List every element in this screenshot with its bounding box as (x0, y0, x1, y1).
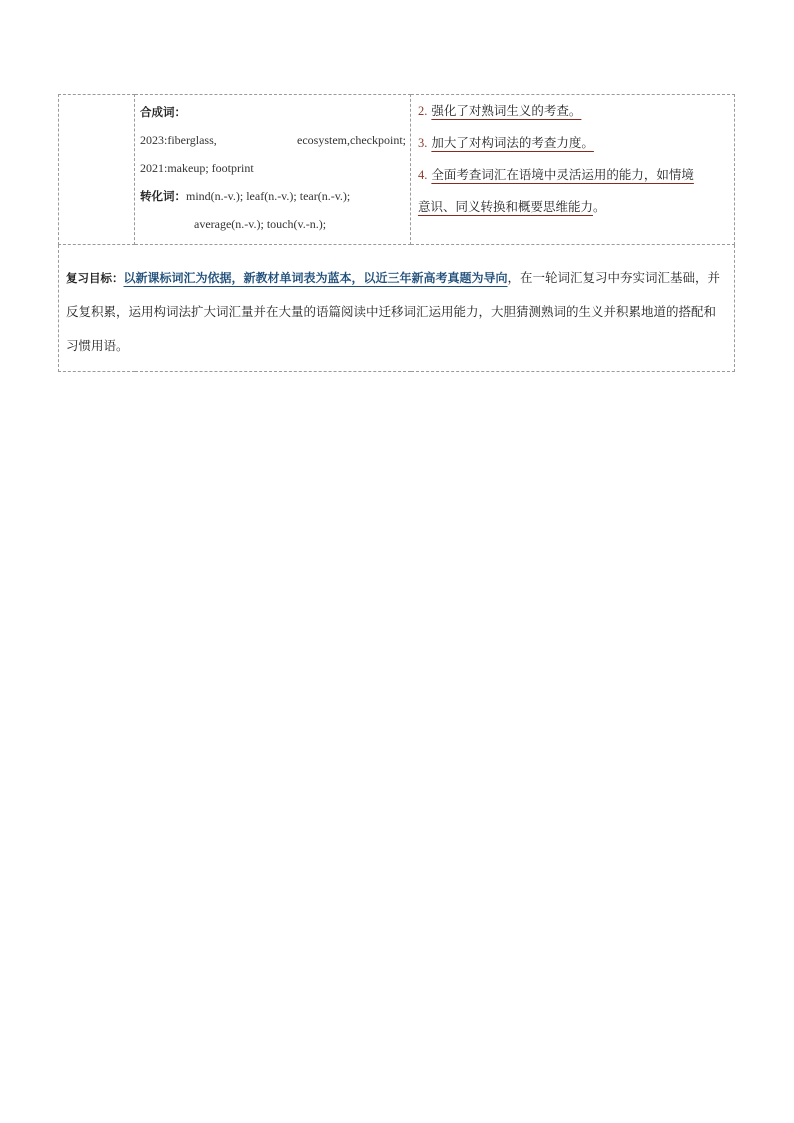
conversion-line-1 (140, 182, 406, 210)
compound-2023-line (140, 126, 406, 154)
conversion-words-1: mind(n.-v.); leaf(n.-v.); tear(n.-v.); (186, 189, 351, 203)
goal-comma: ， (507, 270, 521, 285)
trend-text: 强化了对熟词生义的考查。 (431, 103, 582, 118)
conversion-line-2 (140, 210, 406, 238)
goal-emphasis: 以新课标词汇为依据，新教材单词表为蓝本，以近三年新高考真题为导向 (123, 271, 508, 285)
trend-number: 3. (418, 136, 428, 150)
compound-label: 合成词： (140, 105, 186, 119)
trend-text: 加大了对构词法的考查力度。 (431, 135, 594, 150)
goal-body: 在一轮词汇复习中夯实词汇基础，并反复积累，运用构词法扩大词汇量并在大量的语篇阅读中迁移词汇运用能力，大胆猜测熟词的生义并积累地道的搭配和习惯用语。 (66, 270, 721, 353)
exam-trends-cell (411, 95, 735, 245)
review-table (58, 94, 735, 372)
goal-row (59, 245, 735, 372)
review-goal-cell (59, 245, 735, 372)
trend-item (418, 159, 728, 222)
trend-number: 4. (418, 168, 428, 182)
compound-2021-line (140, 154, 406, 182)
conversion-words-2: average(n.-v.); touch(v.-n.); (194, 217, 327, 231)
trend-text-line-1: 全面考查词汇在语境中灵活运用的能力，如情境 (431, 167, 694, 182)
trend-item (418, 127, 728, 159)
compound-2023-b: ecosystem,checkpoint; (297, 133, 406, 147)
trend-item (418, 95, 728, 127)
trend-number: 2. (418, 104, 428, 118)
word-formation-cell (135, 95, 411, 245)
compound-2023-a: 2023:fiberglass, (140, 133, 217, 147)
vocab-row (59, 95, 735, 245)
compound-heading (140, 98, 406, 126)
empty-left-cell (59, 95, 135, 245)
goal-label: 复习目标： (66, 271, 124, 285)
trend-text-end: 。 (593, 199, 606, 214)
compound-2021: 2021:makeup; footprint (140, 161, 254, 175)
conversion-label: 转化词： (140, 189, 186, 203)
trend-text-line-2: 意识、同义转换和概要思维能力 (418, 199, 594, 214)
